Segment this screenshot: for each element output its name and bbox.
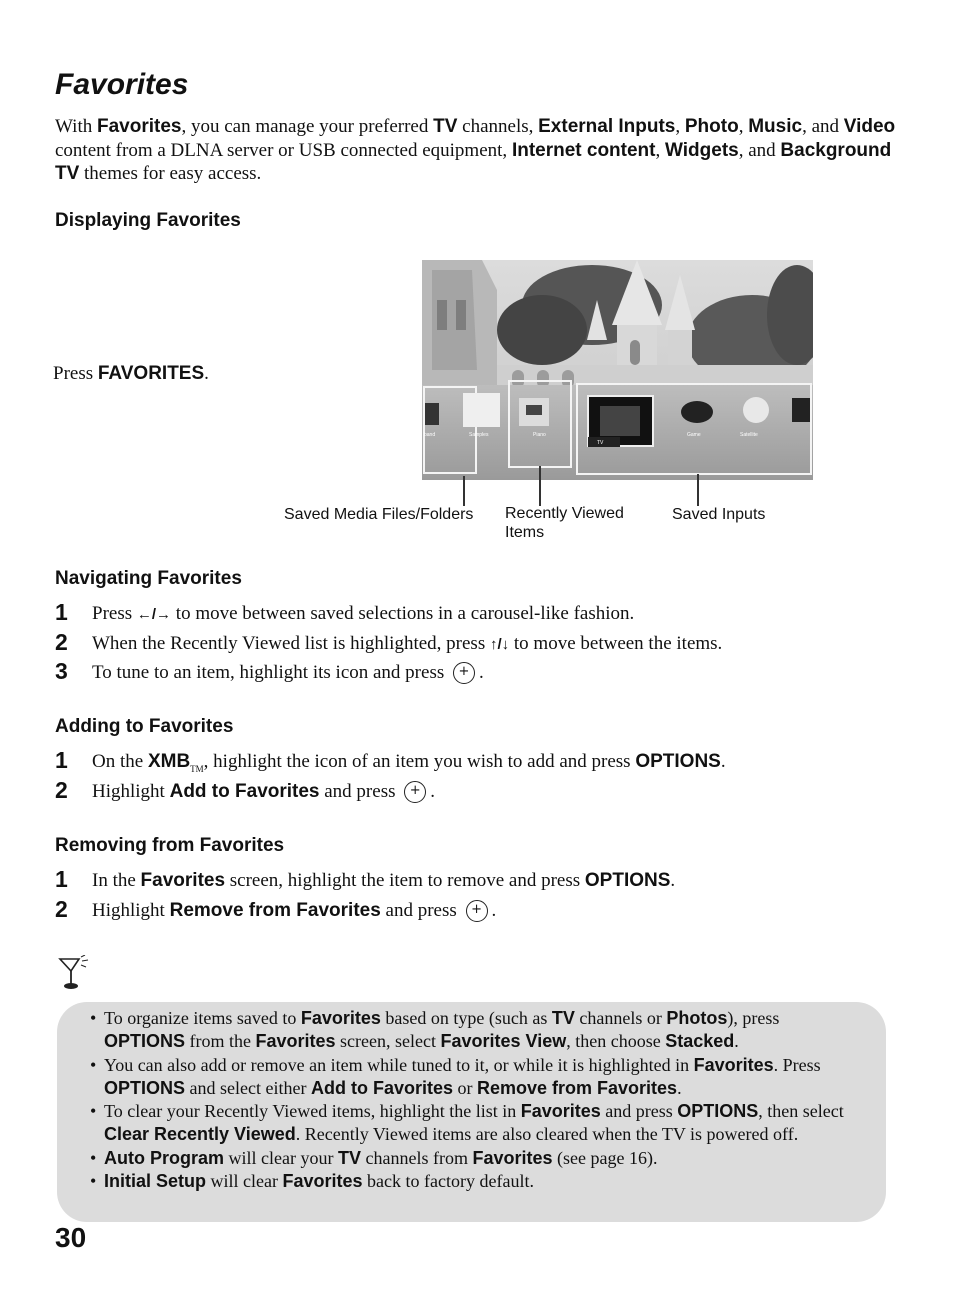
screen-label-band: band (424, 432, 436, 438)
favorites-screen-illustration (422, 260, 813, 480)
screen-label-game: Game (687, 432, 701, 438)
hint-item: • Initial Setup will clear Favorites back to factory default. (90, 1170, 850, 1193)
up-down-arrow-icon: ↑/↓ (489, 636, 510, 653)
section-heading-removing: Removing from Favorites (55, 835, 285, 856)
callout-line-recent (539, 466, 541, 506)
section-heading-adding: Adding to Favorites (55, 716, 234, 737)
press-favorites-instruction: Press FAVORITES. (53, 363, 209, 384)
section-heading-displaying: Displaying Favorites (55, 210, 241, 231)
callout-recently-viewed: Recently Viewed Items (505, 505, 624, 541)
enter-button-icon (466, 900, 488, 922)
screen-label-samples: Samples (469, 432, 489, 438)
hint-item: • To organize items saved to Favorites based on type (such as TV channels or Photos), press OPTIONS from the Favorites screen, select Favorites View, then choose Stacked. (90, 1007, 850, 1054)
page-number: 30 (55, 1222, 87, 1253)
callout-saved-inputs: Saved Inputs (672, 506, 766, 523)
callout-line-inputs (697, 474, 699, 506)
callout-saved-media: Saved Media Files/Folders (284, 506, 474, 523)
enter-button-icon (404, 781, 426, 803)
hint-item: • Auto Program will clear your TV channels from Favorites (see page 16). (90, 1147, 850, 1170)
section-heading-navigating: Navigating Favorites (55, 568, 242, 589)
hint-item: • To clear your Recently Viewed items, highlight the list in Favorites and press OPTIONS, then select Clear Recently Viewed. Recently Viewed items are also cleared when the TV is powered off. (90, 1100, 850, 1147)
left-right-arrow-icon: ←/→ (136, 606, 172, 623)
page-title: Favorites (55, 68, 189, 101)
screen-label-satellite: Satellite (740, 432, 758, 438)
screen-label-piano: Piano (533, 432, 546, 438)
enter-button-icon (453, 662, 475, 684)
hint-box (57, 1002, 886, 1222)
hint-item: • You can also add or remove an item while tuned to it, or while it is highlighted in Favorites. Press OPTIONS and select either Add to Favorites or Remove from Favorites. (90, 1054, 850, 1101)
callout-line-media (463, 476, 465, 506)
hint-lamp-icon (57, 955, 97, 996)
screen-label-tv: TV (597, 440, 604, 446)
intro-paragraph: With Favorites, you can manage your preferred TV channels, External Inputs, Photo, Music, and Video content from a DLNA server or USB connected equipment, Internet content, Widgets, and Background TV themes for easy access. (55, 116, 896, 184)
